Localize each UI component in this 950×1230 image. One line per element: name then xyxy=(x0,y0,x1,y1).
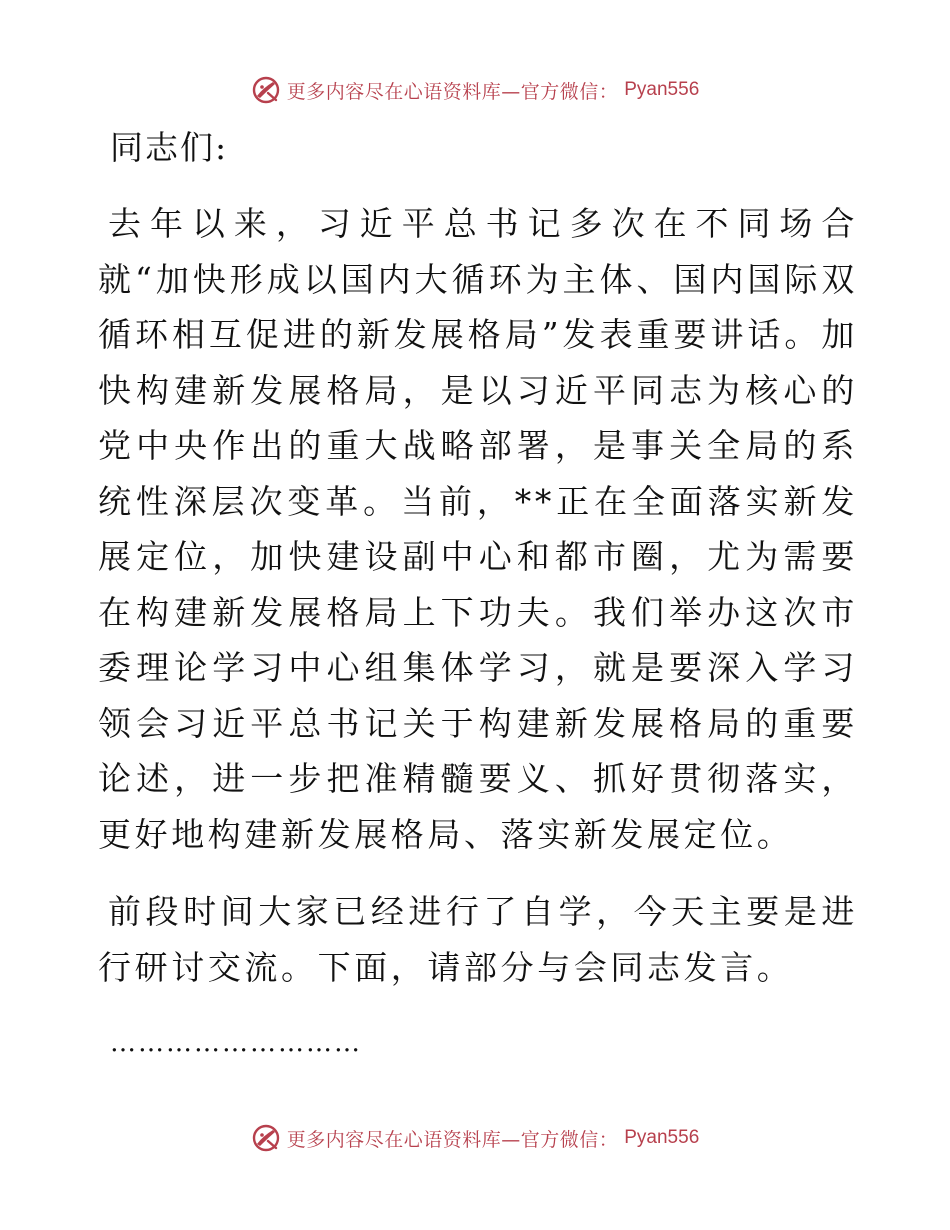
salutation: 同志们: xyxy=(110,128,229,167)
ellipsis: ……………………… xyxy=(110,1028,362,1058)
watermark-text: 更多内容尽在心语资料库—官方微信： xyxy=(286,80,619,103)
watermark-handle: Pyan556 xyxy=(624,1127,700,1148)
brand-logo-icon xyxy=(251,75,281,105)
watermark-header xyxy=(0,70,950,110)
paragraph-1: 去年以来，习近平总书记多次在不同场合就“加快形成以国内大循环为主体、国内国际双循环相互促进的新发展格局”发表重要讲话。加快构建新发展格局，是以习近平同志为核心的党中央作出的重大战略部署，是事关全局的系统性深层次变革。当前，**正在全面落实新发展定位，加快建设副中心和都市圈，尤为需要在构建新发展格局上下功夫。我们举办这次市委理论学习中心组集体学习，就是要深入学习领会习近平总书记关于构建新发展格局的重要论述，进一步把准精髓要义、抓好贯彻落实，更好地构建新发展格局、落实新发展定位。 xyxy=(98,204,858,854)
watermark-handle: Pyan556 xyxy=(624,79,700,100)
document-body xyxy=(98,122,858,1069)
watermark-footer xyxy=(0,1118,950,1158)
paragraph-2: 前段时间大家已经进行了自学，今天主要是进行研讨交流。下面，请部分与会同志发言。 xyxy=(98,892,858,987)
watermark-text: 更多内容尽在心语资料库—官方微信： xyxy=(286,1128,619,1151)
brand-logo-icon xyxy=(251,1123,281,1153)
